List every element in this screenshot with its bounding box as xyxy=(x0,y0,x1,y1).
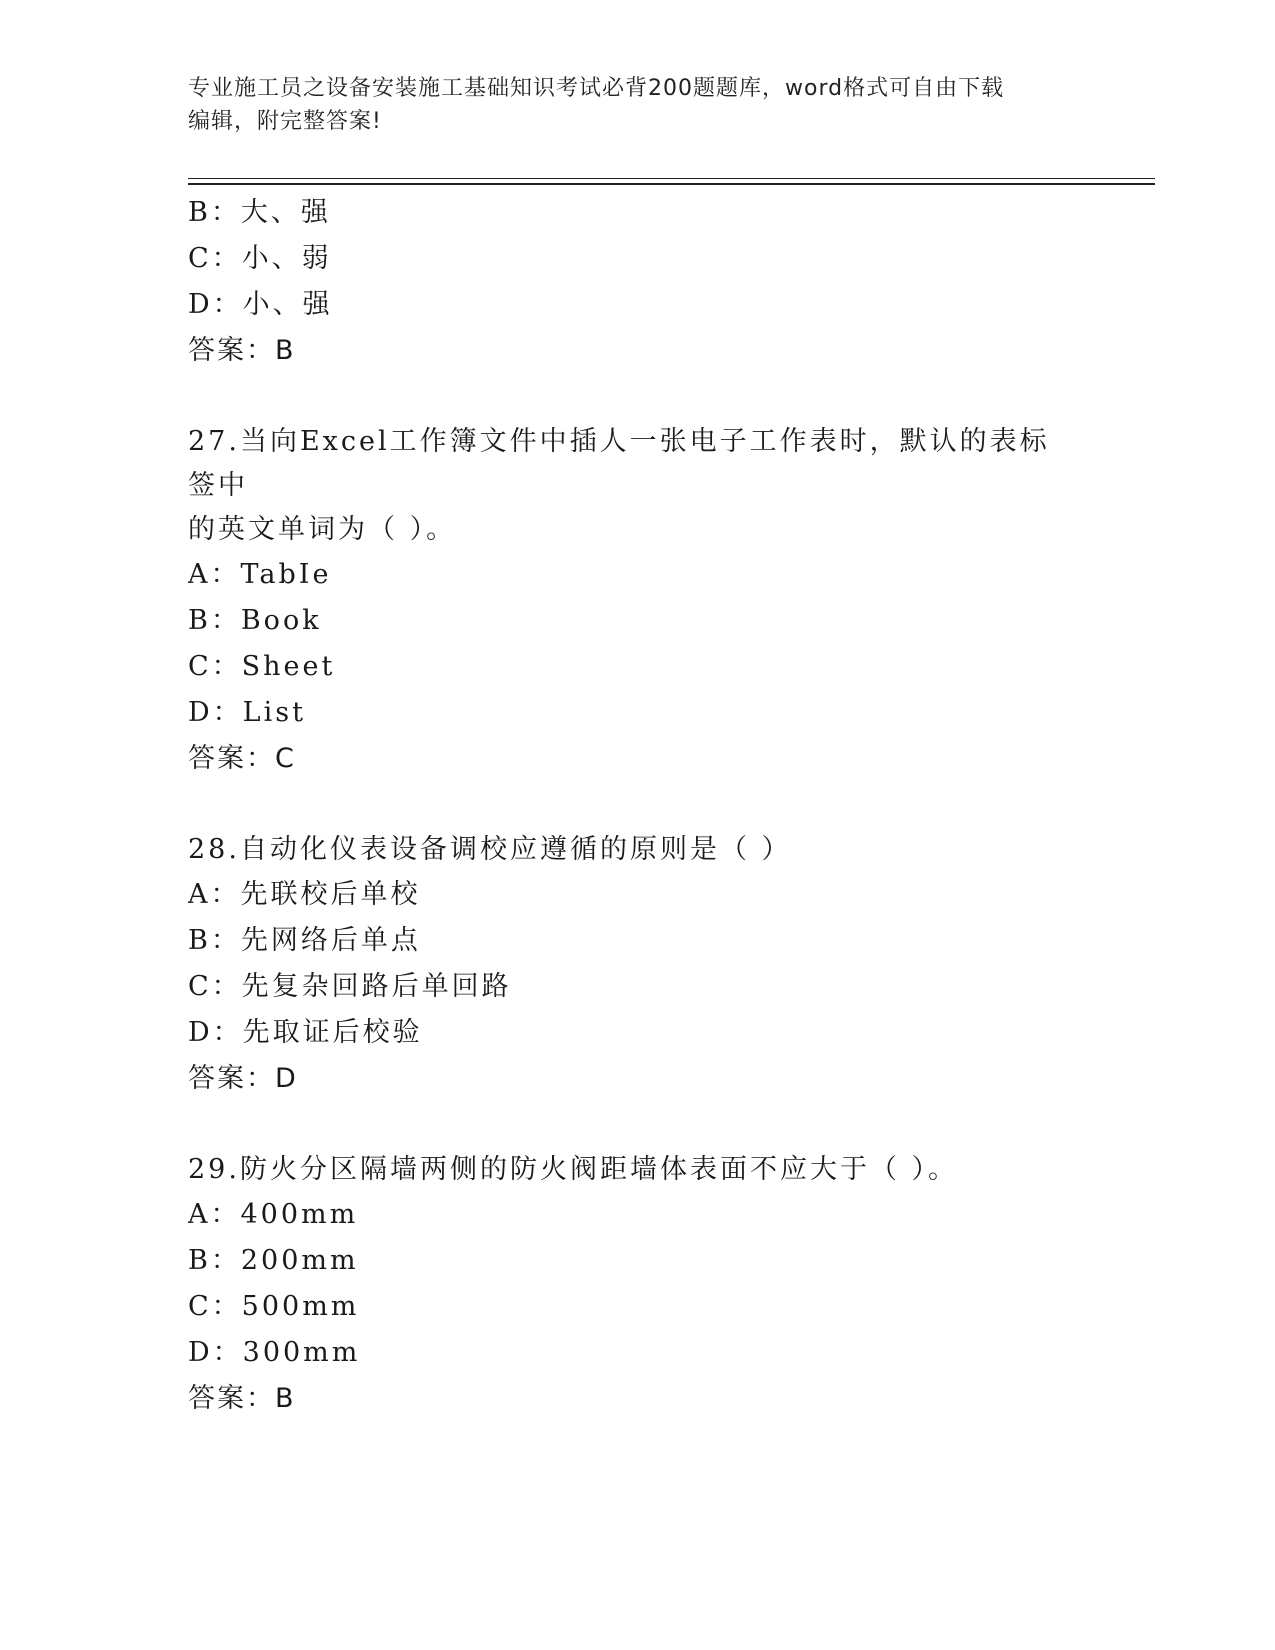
header-divider-thin xyxy=(188,178,1155,179)
q28-option-b: B：先网络后单点 xyxy=(188,925,421,956)
q29-question: 29.防火分区隔墙两侧的防火阀距墙体表面不应大于（ ）。 xyxy=(188,1154,959,1185)
q26-option-b: B：大、强 xyxy=(188,197,331,228)
q29-answer: 答案：B xyxy=(188,1383,296,1414)
header-title-line-1: 专业施工员之设备安装施工基础知识考试必背200题题库，word格式可自由下载 xyxy=(188,76,1005,101)
q27-option-d: D：List xyxy=(188,697,306,728)
q27-option-c: C：Sheet xyxy=(188,651,336,682)
q27-option-b: B：Book xyxy=(188,605,322,636)
q28-answer: 答案：D xyxy=(188,1063,298,1094)
q27-question-line-1: 27.当向Excel工作簿文件中插人一张电子工作表时，默认的表标签中 xyxy=(188,426,1050,501)
q27-answer: 答案：C xyxy=(188,743,296,774)
q29-option-c: C：500mm xyxy=(188,1291,360,1322)
q28-option-c: C：先复杂回路后单回路 xyxy=(188,971,512,1002)
question-26 xyxy=(188,190,1088,374)
q28-question: 28.自动化仪表设备调校应遵循的原则是（ ） xyxy=(188,834,792,865)
q26-option-c: C：小、弱 xyxy=(188,243,332,274)
q26-answer: 答案：B xyxy=(188,335,296,366)
question-28 xyxy=(188,828,1088,1102)
q27-question-line-2: 的英文单词为（ ）。 xyxy=(188,514,457,545)
q28-option-d: D：先取证后校验 xyxy=(188,1017,423,1048)
q28-option-a: A：先联校后单校 xyxy=(188,879,421,910)
q26-option-d: D：小、强 xyxy=(188,289,333,320)
q29-option-d: D：300mm xyxy=(188,1337,361,1368)
q27-option-a: A：TabIe xyxy=(188,559,332,590)
question-27 xyxy=(188,420,1088,782)
question-29 xyxy=(188,1148,1088,1422)
q29-option-b: B：200mm xyxy=(188,1245,359,1276)
q29-option-a: A：400mm xyxy=(188,1199,359,1230)
document-header xyxy=(188,72,1088,138)
header-title-line-2: 编辑，附完整答案! xyxy=(188,109,382,134)
header-divider-thick xyxy=(188,183,1155,185)
document-body xyxy=(188,190,1088,1422)
